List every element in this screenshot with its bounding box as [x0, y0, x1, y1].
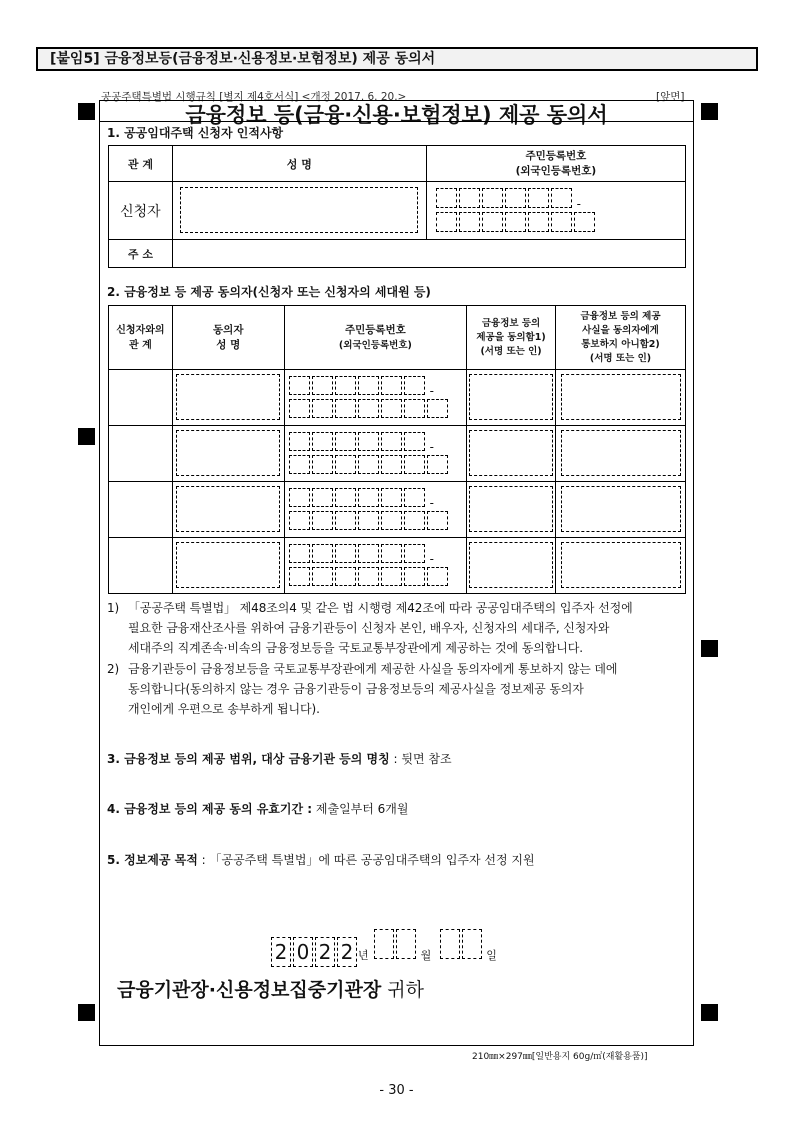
section3-value: : 뒷면 참조 — [389, 752, 452, 766]
col-consent-sub: (서명 또는 인) — [480, 345, 542, 357]
id-digit-box[interactable] — [312, 376, 333, 395]
id-digit-box[interactable] — [528, 212, 549, 232]
id-digit-box[interactable] — [312, 455, 333, 474]
id-digit-box[interactable] — [358, 455, 379, 474]
id-digit-box[interactable] — [358, 511, 379, 530]
year-digit[interactable]: 2 — [315, 937, 335, 967]
col-id-sub: (외국인등록번호) — [338, 339, 412, 351]
notify-sign-cell — [556, 482, 686, 538]
id-digit-box[interactable] — [289, 488, 310, 507]
note-2-line: 금융기관등이 금융정보등을 국토교통부장관에게 제공한 사실을 동의자에게 통보하지 않는 데에 — [128, 662, 618, 676]
col-id-label: 주민등록번호 — [525, 149, 587, 162]
note-1-line: 「공공주택 특별법」 제48조의4 및 같은 법 시행령 제42조에 따라 공공임대주택의 입주자 선정에 — [128, 601, 633, 615]
consenter-table — [108, 305, 686, 594]
id-digit-box[interactable] — [404, 567, 425, 586]
col-id — [284, 306, 466, 370]
section2-heading: 2. 금융정보 등 제공 동의자(신청자 또는 신청자의 세대원 등) — [107, 285, 431, 299]
consenter-id-cell — [284, 426, 466, 482]
consenter-name-cell — [172, 370, 284, 426]
note-2-line: 개인에게 우편으로 송부하게 됩니다). — [128, 702, 320, 716]
section5-value: : 「공공주택 특별법」에 따른 공공임대주택의 입주자 선정 지원 — [197, 853, 535, 867]
col-consent-label: 금융정보 등의 제공을 동의함1) — [476, 317, 546, 343]
id-digit-box[interactable] — [404, 399, 425, 418]
notify-sign-cell — [556, 426, 686, 482]
notify-sign-field[interactable] — [561, 374, 681, 420]
id-digit-box[interactable] — [312, 567, 333, 586]
col-notify-sub: (서명 또는 인) — [589, 352, 652, 364]
registration-marker — [78, 103, 95, 120]
id-digit-box[interactable] — [381, 399, 402, 418]
col-notify — [556, 306, 686, 370]
applicant-name-field[interactable] — [180, 187, 418, 233]
revision-text: <개정 2017. 6. 20.> — [301, 91, 407, 103]
consenter-name-field[interactable] — [176, 542, 280, 588]
consenter-name-cell — [172, 482, 284, 538]
id-digit-box[interactable] — [358, 544, 379, 563]
note-1-mark: 1) — [107, 601, 120, 615]
month-digit[interactable] — [396, 929, 416, 959]
col-id — [426, 146, 685, 182]
note-1-line: 필요한 금융재산조사를 위하여 금융기관등이 신청자 본인, 배우자, 신청자의 세대주, 신청자와 — [128, 621, 610, 635]
note-1-line: 세대주의 직계존속·비속의 금융정보등을 국토교통부장관에게 제공하는 것에 동의합니다. — [128, 641, 583, 655]
col-consenter: 동의자 성 명 — [172, 306, 284, 370]
id-digit-box[interactable] — [358, 399, 379, 418]
id-digit-box[interactable] — [427, 567, 448, 586]
id-digit-box[interactable] — [404, 544, 425, 563]
year-digit[interactable]: 0 — [293, 937, 313, 967]
section4 — [107, 800, 409, 817]
id-digit-box[interactable] — [459, 212, 480, 232]
id-digit-box[interactable] — [459, 188, 480, 208]
col-id-label: 주민등록번호 — [344, 323, 406, 336]
id-digit-box[interactable] — [358, 488, 379, 507]
section5-label: 5. 정보제공 목적 — [107, 853, 198, 867]
consent-sign-field[interactable] — [469, 430, 553, 476]
note-1 — [107, 598, 687, 658]
attachment-header: [붙임5] 금융정보등(금융정보·신용정보·보험정보) 제공 동의서 — [36, 47, 758, 71]
consenter-id-cell — [284, 538, 466, 594]
consent-sign-cell — [467, 370, 556, 426]
id-digit-box[interactable] — [358, 432, 379, 451]
id-dash: - — [429, 383, 434, 398]
id-digit-box[interactable] — [381, 488, 402, 507]
day-unit: 일 — [486, 949, 497, 962]
id-digit-box[interactable] — [289, 544, 310, 563]
id-dash: - — [429, 439, 434, 454]
face-label: [앞면] — [656, 91, 685, 103]
month-digit[interactable] — [374, 929, 394, 959]
registration-marker — [78, 1004, 95, 1021]
consenter-name-field[interactable] — [176, 374, 280, 420]
id-digit-box[interactable] — [335, 399, 356, 418]
id-digit-box[interactable] — [427, 455, 448, 474]
id-digit-box[interactable] — [427, 511, 448, 530]
id-digit-box[interactable] — [312, 544, 333, 563]
addressee — [117, 975, 424, 1002]
id-dash: - — [429, 551, 434, 566]
regulation-text: 공공주택특별법 시행규칙 [별지 제4호서식] — [101, 91, 299, 103]
id-digit-box[interactable] — [404, 455, 425, 474]
id-digit-box[interactable] — [482, 188, 503, 208]
id-digit-box[interactable] — [436, 212, 457, 232]
consenter-row — [109, 426, 686, 482]
id-digit-box[interactable] — [335, 455, 356, 474]
id-digit-box[interactable] — [482, 212, 503, 232]
id-digit-box[interactable] — [381, 544, 402, 563]
id-digit-box[interactable] — [505, 188, 526, 208]
notify-sign-cell — [556, 370, 686, 426]
registration-marker — [78, 428, 95, 445]
id-digit-box[interactable] — [528, 188, 549, 208]
id-digit-box[interactable] — [551, 188, 572, 208]
registration-marker — [701, 103, 718, 120]
id-digit-box[interactable] — [404, 432, 425, 451]
id-digit-box[interactable] — [312, 432, 333, 451]
day-digit[interactable] — [440, 929, 460, 959]
id-dash: - — [429, 495, 434, 510]
col-relation: 관 계 — [109, 146, 173, 182]
applicant-name-cell — [172, 182, 426, 240]
section1-heading: 1. 공공임대주택 신청자 인적사항 — [107, 126, 284, 140]
date-row — [270, 929, 497, 967]
notify-sign-field[interactable] — [561, 542, 681, 588]
id-digit-box[interactable] — [289, 399, 310, 418]
id-digit-box[interactable] — [404, 488, 425, 507]
consent-sign-cell — [467, 482, 556, 538]
id-dash: - — [576, 196, 581, 211]
id-digit-box[interactable] — [312, 488, 333, 507]
id-digit-box[interactable] — [289, 567, 310, 586]
id-digit-box[interactable] — [358, 376, 379, 395]
section3 — [107, 750, 452, 767]
section4-label: 4. 금융정보 등의 제공 동의 유효기간 : — [107, 802, 313, 816]
id-digit-box[interactable] — [381, 511, 402, 530]
id-digit-box[interactable] — [289, 455, 310, 474]
relation-cell[interactable] — [109, 482, 173, 538]
title-divider — [99, 121, 694, 122]
consenter-row — [109, 482, 686, 538]
consenter-name-cell — [172, 538, 284, 594]
applicant-table — [108, 145, 686, 268]
consenter-row — [109, 370, 686, 426]
note-2-mark: 2) — [107, 662, 120, 676]
day-digit[interactable] — [462, 929, 482, 959]
id-digit-box[interactable] — [335, 488, 356, 507]
id-digit-box[interactable] — [335, 376, 356, 395]
notify-sign-cell — [556, 538, 686, 594]
relation-cell[interactable] — [109, 370, 173, 426]
addressee-name: 금융기관장·신용정보집중기관장 — [117, 979, 382, 1001]
consent-sign-field[interactable] — [469, 486, 553, 532]
consenter-id-cell — [284, 370, 466, 426]
row-address: 주 소 — [109, 240, 173, 268]
id-digit-box[interactable] — [505, 212, 526, 232]
consenter-name-field[interactable] — [176, 430, 280, 476]
id-digit-box[interactable] — [312, 399, 333, 418]
note-2 — [107, 659, 687, 719]
id-digit-box[interactable] — [381, 432, 402, 451]
id-digit-box[interactable] — [381, 376, 402, 395]
id-digit-box[interactable] — [335, 567, 356, 586]
col-notify-label: 금융정보 등의 제공 사실을 동의자에게 통보하지 아니함2) — [580, 310, 661, 350]
id-digit-box[interactable] — [404, 376, 425, 395]
relation-cell[interactable] — [109, 426, 173, 482]
col-relation: 신청자와의 관 계 — [109, 306, 173, 370]
consent-sign-field[interactable] — [469, 374, 553, 420]
year-digit[interactable]: 2 — [271, 937, 291, 967]
month-unit: 월 — [420, 949, 432, 962]
id-digit-box[interactable] — [427, 399, 448, 418]
consenter-name-field[interactable] — [176, 486, 280, 532]
id-digit-box[interactable] — [289, 432, 310, 451]
notify-sign-field[interactable] — [561, 430, 681, 476]
col-consent — [467, 306, 556, 370]
section4-value: 제출일부터 6개월 — [312, 802, 409, 816]
id-digit-box[interactable] — [381, 455, 402, 474]
consent-sign-field[interactable] — [469, 542, 553, 588]
id-digit-box[interactable] — [404, 511, 425, 530]
note-2-line: 동의합니다(동의하지 않는 경우 금융기관등이 금융정보등의 제공사실을 정보제공 동의자 — [128, 682, 584, 696]
id-digit-box[interactable] — [436, 188, 457, 208]
document-title: 금융정보 등(금융·신용·보험정보) 제공 동의서 — [185, 103, 608, 127]
id-digit-box[interactable] — [358, 567, 379, 586]
id-digit-box[interactable] — [289, 376, 310, 395]
registration-marker — [701, 640, 718, 657]
consenter-row — [109, 538, 686, 594]
addressee-suffix: 귀하 — [381, 979, 424, 1001]
id-digit-box[interactable] — [551, 212, 572, 232]
consent-sign-cell — [467, 538, 556, 594]
id-digit-box[interactable] — [312, 511, 333, 530]
relation-cell[interactable] — [109, 538, 173, 594]
address-field[interactable] — [172, 240, 685, 268]
applicant-id-cell — [426, 182, 685, 240]
id-digit-box[interactable] — [335, 432, 356, 451]
consenter-id-cell — [284, 482, 466, 538]
id-digit-box[interactable] — [381, 567, 402, 586]
id-digit-box[interactable] — [574, 212, 595, 232]
year-digit[interactable]: 2 — [337, 937, 357, 967]
col-id-sub: (외국인등록번호) — [515, 164, 597, 177]
col-name: 성 명 — [172, 146, 426, 182]
registration-marker — [701, 1004, 718, 1021]
consent-sign-cell — [467, 426, 556, 482]
id-digit-box[interactable] — [335, 511, 356, 530]
notify-sign-field[interactable] — [561, 486, 681, 532]
section3-label: 3. 금융정보 등의 제공 범위, 대상 금융기관 등의 명칭 — [107, 752, 390, 766]
page-number: - 30 - — [379, 1083, 414, 1098]
id-digit-box[interactable] — [289, 511, 310, 530]
paper-size: 210㎜×297㎜[일반용지 60g/㎡(재활용품)] — [472, 1052, 648, 1062]
section5 — [107, 851, 535, 868]
year-unit: 년 — [358, 949, 369, 962]
id-digit-box[interactable] — [335, 544, 356, 563]
row-applicant: 신청자 — [109, 182, 173, 240]
consenter-name-cell — [172, 426, 284, 482]
